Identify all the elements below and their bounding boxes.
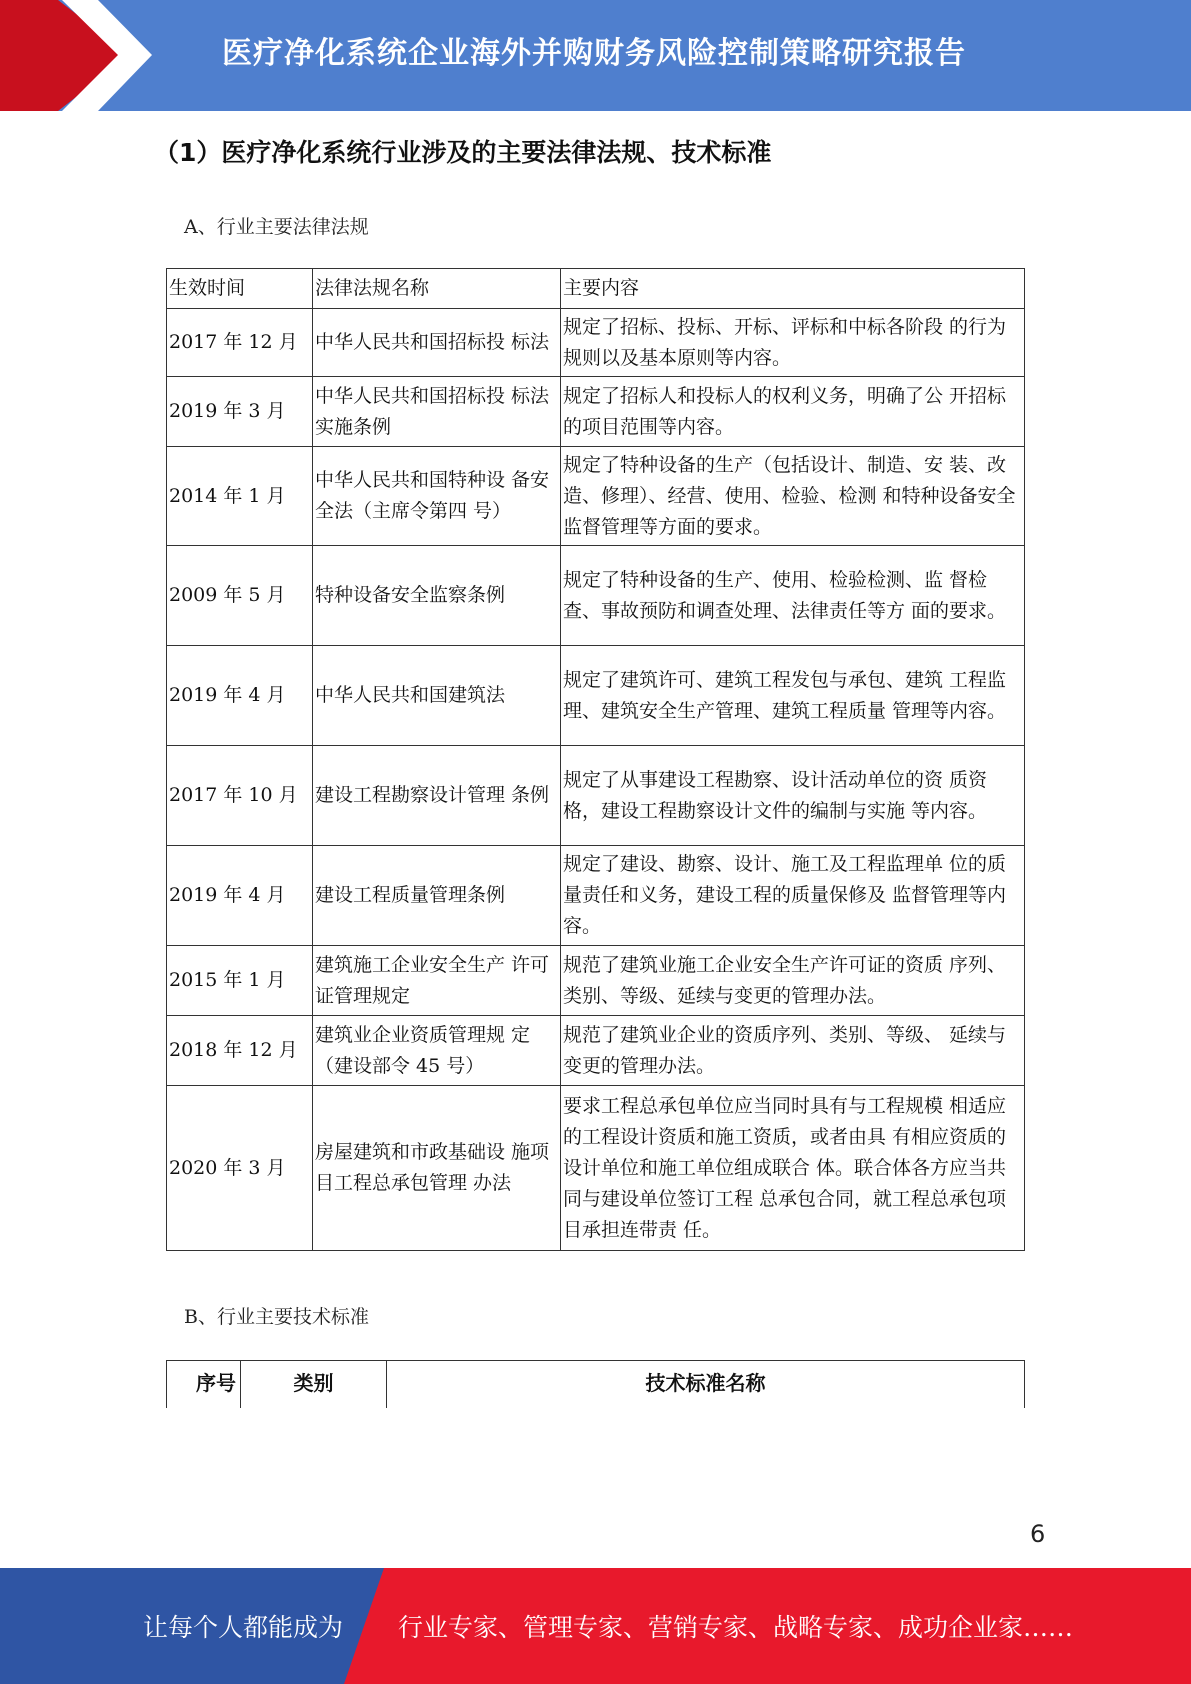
table-row [167, 309, 1025, 377]
cell-content: 规范了建筑业施工企业安全生产许可证的资质 序列、类别、等级、延续与变更的管理办法。 [561, 946, 1025, 1016]
cell-date: 2019 年 4 月 [167, 846, 313, 946]
cell-date: 2009 年 5 月 [167, 546, 313, 646]
standards-table-header-row [167, 1361, 1025, 1409]
cell-date: 2019 年 4 月 [167, 646, 313, 746]
page-footer [0, 1568, 1191, 1684]
header-law-name: 法律法规名称 [313, 269, 561, 309]
cell-law-name: 建设工程勘察设计管理 条例 [313, 746, 561, 846]
cell-date: 2017 年 10 月 [167, 746, 313, 846]
cell-law-name: 中华人民共和国招标投 标法 [313, 309, 561, 377]
laws-table-header-row [167, 269, 1025, 309]
table-row [167, 546, 1025, 646]
cell-law-name: 建筑业企业资质管理规 定（建设部令 45 号） [313, 1016, 561, 1086]
cell-date: 2020 年 3 月 [167, 1086, 313, 1251]
subheading-laws: A、行业主要法律法规 [184, 216, 369, 238]
cell-law-name: 中华人民共和国建筑法 [313, 646, 561, 746]
table-row [167, 846, 1025, 946]
cell-content: 规定了从事建设工程勘察、设计活动单位的资 质资格，建设工程勘察设计文件的编制与实施 等内容。 [561, 746, 1025, 846]
table-row [167, 377, 1025, 447]
cell-law-name: 中华人民共和国招标投 标法实施条例 [313, 377, 561, 447]
header-category: 类别 [241, 1361, 387, 1409]
cell-date: 2017 年 12 月 [167, 309, 313, 377]
page-number: 6 [1030, 1520, 1046, 1548]
table-row [167, 1016, 1025, 1086]
header-serial-number: 序号 [167, 1361, 241, 1409]
standards-table [166, 1360, 1025, 1408]
cell-content: 规定了招标人和投标人的权利义务，明确了公 开招标的项目范围等内容。 [561, 377, 1025, 447]
cell-date: 2018 年 12 月 [167, 1016, 313, 1086]
cell-content: 规定了建筑许可、建筑工程发包与承包、建筑 工程监理、建筑安全生产管理、建筑工程质量 管理等内容。 [561, 646, 1025, 746]
page-header [0, 0, 1191, 111]
section-heading: （1）医疗净化系统行业涉及的主要法律法规、技术标准 [154, 138, 772, 167]
cell-date: 2015 年 1 月 [167, 946, 313, 1016]
cell-content: 规定了建设、勘察、设计、施工及工程监理单 位的质量责任和义务，建设工程的质量保修及 监督管理等内容。 [561, 846, 1025, 946]
cell-content: 规定了特种设备的生产、使用、检验检测、监 督检查、事故预防和调查处理、法律责任等方 面的要求。 [561, 546, 1025, 646]
table-row [167, 746, 1025, 846]
footer-slogan-left: 让每个人都能成为 [143, 1613, 344, 1642]
header-effective-date: 生效时间 [167, 269, 313, 309]
cell-law-name: 房屋建筑和市政基础设 施项目工程总承包管理 办法 [313, 1086, 561, 1251]
cell-content: 规范了建筑业企业的资质序列、类别、等级、 延续与变更的管理办法。 [561, 1016, 1025, 1086]
table-row [167, 1086, 1025, 1251]
laws-table [166, 268, 1025, 1251]
cell-date: 2019 年 3 月 [167, 377, 313, 447]
cell-content: 规定了招标、投标、开标、评标和中标各阶段 的行为规则以及基本原则等内容。 [561, 309, 1025, 377]
header-standard-name: 技术标准名称 [387, 1361, 1025, 1409]
cell-content: 要求工程总承包单位应当同时具有与工程规模 相适应的工程设计资质和施工资质，或者由具 有相应资质的设计单位和施工单位组成联合 体。联合体各方应当共同与建设单位签订工程 总承包合同，就工程总承包项目承担连带责 任。 [561, 1086, 1025, 1251]
table-row [167, 646, 1025, 746]
report-title: 医疗净化系统企业海外并购财务风险控制策略研究报告 [222, 36, 966, 71]
header-main-content: 主要内容 [561, 269, 1025, 309]
cell-law-name: 建筑施工企业安全生产 许可证管理规定 [313, 946, 561, 1016]
cell-law-name: 建设工程质量管理条例 [313, 846, 561, 946]
footer-slogan-right: 行业专家、管理专家、营销专家、战略专家、成功企业家…… [398, 1613, 1074, 1642]
table-row [167, 447, 1025, 546]
cell-date: 2014 年 1 月 [167, 447, 313, 546]
cell-content: 规定了特种设备的生产（包括设计、制造、安 装、改造、修理）、经营、使用、检验、检测 和特种设备安全监督管理等方面的要求。 [561, 447, 1025, 546]
cell-law-name: 中华人民共和国特种设 备安全法（主席令第四 号） [313, 447, 561, 546]
cell-law-name: 特种设备安全监察条例 [313, 546, 561, 646]
table-row [167, 946, 1025, 1016]
subheading-standards: B、行业主要技术标准 [184, 1306, 369, 1328]
